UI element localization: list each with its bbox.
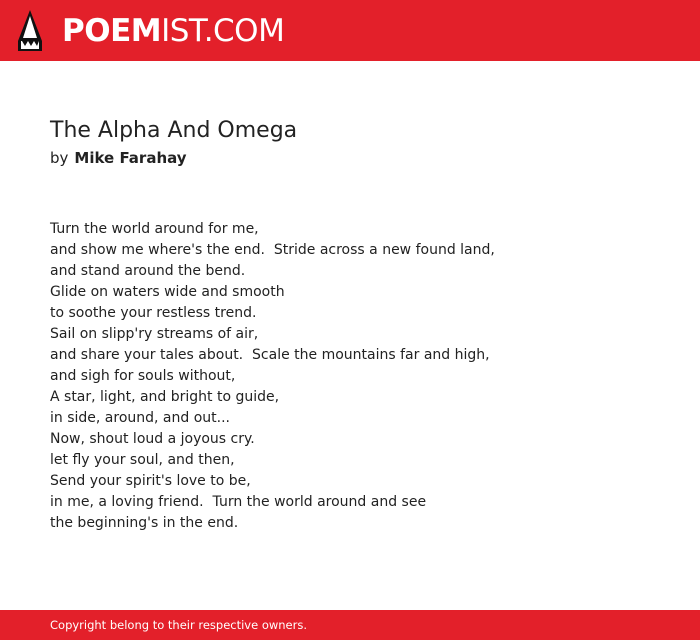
poem-line: and share your tales about. Scale the mountains far and high,	[50, 347, 490, 363]
poem-line: A star, light, and bright to guide,	[50, 389, 280, 405]
byline	[50, 146, 650, 170]
poem-line: and stand around the bend.	[50, 263, 246, 279]
poem-body	[50, 219, 650, 534]
poem-line: the beginning's in the end.	[50, 515, 239, 531]
poem-line: Now, shout loud a joyous cry.	[50, 431, 255, 447]
poem-line: and sigh for souls without,	[50, 368, 236, 384]
logo-text-bold: POEM	[62, 13, 162, 49]
poem-line: let fly your soul, and then,	[50, 452, 235, 468]
poem-line: to soothe your restless trend.	[50, 305, 257, 321]
poem-line: and show me where's the end. Stride across a new found land,	[50, 242, 495, 258]
poem-line: in me, a loving friend. Turn the world around and see	[50, 494, 427, 510]
poem-title: The Alpha And Omega	[50, 118, 298, 143]
site-footer	[0, 610, 700, 640]
poem-line: in side, around, and out...	[50, 410, 230, 426]
site-logo[interactable]	[62, 11, 284, 51]
poem-line: Sail on slipp'ry streams of air,	[50, 326, 259, 342]
byline-prefix: by	[50, 149, 69, 167]
logo-text-light: IST.COM	[161, 13, 285, 49]
poem-line: Glide on waters wide and smooth	[50, 284, 285, 300]
poem-header	[50, 116, 650, 170]
poem-line: Send your spirit's love to be,	[50, 473, 251, 489]
author-name[interactable]: Mike Farahay	[74, 149, 187, 167]
poem-line: Turn the world around for me,	[50, 221, 259, 237]
site-header	[0, 0, 700, 61]
copyright-text: Copyright belong to their respective owners.	[50, 618, 308, 632]
pencil-tip-icon[interactable]	[18, 10, 42, 51]
